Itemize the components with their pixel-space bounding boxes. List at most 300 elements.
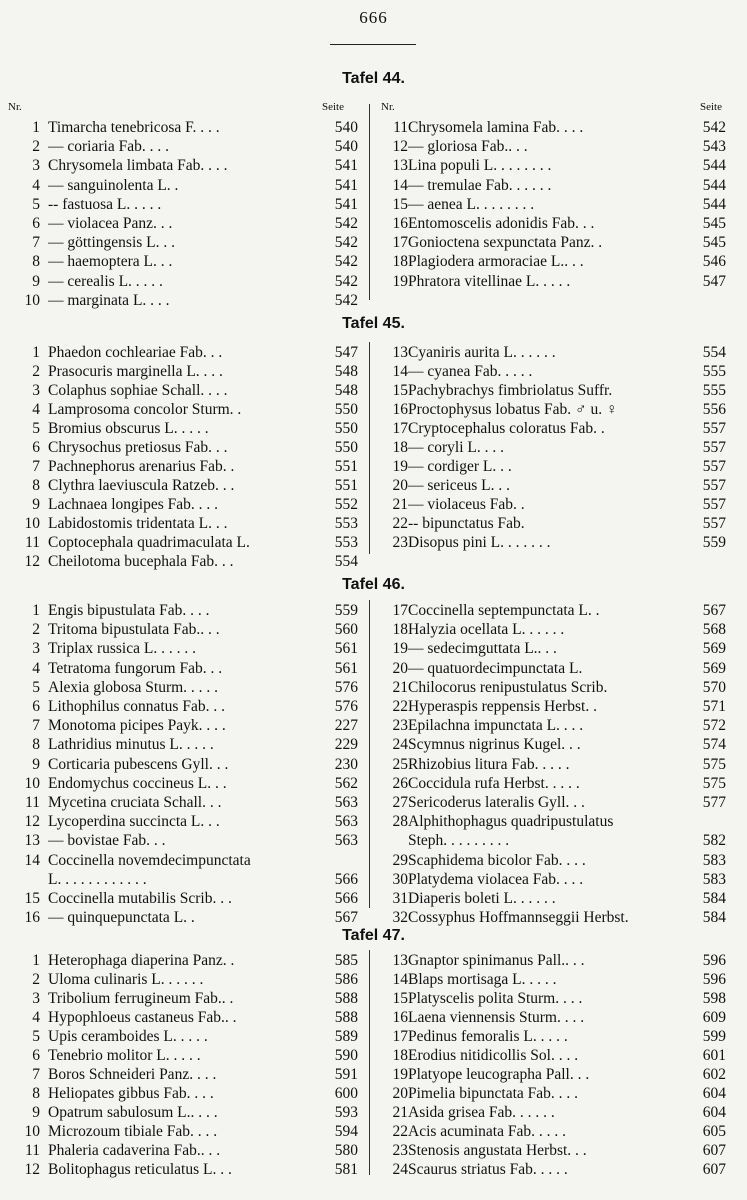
page-reference: 542 — [334, 234, 358, 252]
page-reference: 609 — [702, 1009, 726, 1026]
entry-number: 19 — [392, 458, 408, 475]
page-number: 666 — [359, 8, 388, 27]
species-name: Colaphus sophiae Schall. . . . — [48, 382, 228, 399]
index-entry — [0, 475, 747, 496]
species-name: Heterophaga diaperina Panz. . — [48, 952, 235, 969]
index-entry — [0, 399, 747, 420]
page-reference: 541 — [334, 176, 358, 194]
entry-number: 5 — [32, 195, 40, 213]
entry-number: 5 — [32, 1028, 40, 1045]
species-name: Bolitophagus reticulatus L. . . — [48, 1161, 232, 1178]
species-name: — sanguinolenta L. . — [48, 176, 179, 194]
entry-number: 14 — [24, 851, 40, 869]
entry-number: 13 — [392, 952, 408, 969]
index-entry — [0, 1083, 747, 1104]
page-reference: 582 — [702, 832, 726, 850]
page-reference: 581 — [334, 1161, 358, 1178]
entry-number: 12 — [392, 138, 408, 156]
entry-number: 16 — [24, 909, 40, 927]
index-entry — [0, 380, 747, 401]
index-entry — [0, 1007, 747, 1028]
index-entry — [0, 513, 747, 534]
entry-number: 18 — [392, 621, 408, 639]
entry-number: 16 — [392, 1009, 408, 1026]
entry-number: 11 — [25, 534, 40, 551]
page-reference: 583 — [702, 870, 726, 888]
page-reference: 576 — [334, 678, 358, 696]
page-reference: 607 — [702, 1161, 726, 1178]
species-name: — sericeus L. . . — [408, 477, 511, 494]
entry-number: 14 — [392, 971, 408, 988]
species-name: — sedecimguttata L.. . . — [408, 640, 557, 658]
species-name: Diaperis boleti L. . . . . . — [408, 890, 556, 907]
page-reference: 566 — [334, 870, 358, 888]
species-name: Entomoscelis adonidis Fab. . . — [408, 215, 595, 232]
entry-number: 23 — [392, 717, 408, 735]
entry-number: 17 — [392, 420, 408, 437]
species-name: Pedinus femoralis L. . . . . — [408, 1028, 568, 1045]
page-reference: 566 — [334, 890, 358, 907]
page-reference: 557 — [702, 496, 726, 513]
page-reference: 550 — [334, 439, 358, 456]
entry-number: 12 — [24, 813, 40, 831]
page-reference: 557 — [702, 458, 726, 475]
entry-number: 18 — [392, 1047, 408, 1064]
species-name: Clythra laeviuscula Ratzeb. . . — [48, 477, 235, 494]
species-name: Blaps mortisaga L. . . . . — [408, 971, 557, 988]
index-entry — [0, 619, 747, 640]
species-name: Uloma culinaris L. . . . . . — [48, 971, 204, 988]
entry-number: 4 — [32, 1009, 40, 1026]
entry-number: 7 — [32, 458, 40, 475]
species-name: Tetratoma fungorum Fab. . . — [48, 659, 223, 677]
species-name: Scaphidema bicolor Fab. . . . — [408, 851, 586, 869]
species-name: Asida grisea Fab. . . . . . — [408, 1104, 555, 1121]
entry-number: 9 — [32, 496, 40, 513]
page-reference: 555 — [702, 382, 726, 399]
page-reference: 561 — [334, 659, 358, 677]
page-reference: 563 — [334, 794, 358, 811]
species-name: Monotoma picipes Payk. . . . — [48, 717, 226, 735]
species-name: Pachnephorus arenarius Fab. . — [48, 458, 235, 475]
page-reference: 545 — [702, 215, 726, 232]
index-entry — [0, 1121, 747, 1142]
page-reference: 557 — [702, 515, 726, 532]
page-reference: 590 — [334, 1047, 358, 1064]
species-name: Scymnus nigrinus Kugel. . . — [408, 736, 581, 754]
species-name: Coccidula rufa Herbst. . . . . — [408, 774, 580, 792]
species-name: Platyscelis polita Sturm. . . . — [408, 990, 583, 1007]
entry-number: 10 — [24, 774, 40, 792]
species-name: Boros Schneideri Panz. . . . — [48, 1066, 217, 1083]
page-reference: 585 — [334, 952, 358, 969]
entry-number: 3 — [32, 640, 40, 658]
page-reference: 556 — [702, 401, 726, 418]
page-reference: 542 — [334, 215, 358, 232]
species-name: Pachybrachys fimbriolatus Suffr. — [408, 382, 613, 399]
index-entry — [0, 1026, 747, 1047]
species-name: — coryli L. . . . — [408, 439, 504, 456]
species-name: Coccinella septempunctata L. . — [408, 602, 600, 619]
index-entry — [0, 232, 747, 253]
entry-number: 25 — [392, 755, 408, 773]
species-name: Mycetina cruciata Schall. . . — [48, 794, 222, 811]
index-entry — [0, 1140, 747, 1161]
column-header-seite-left: Seite — [322, 101, 344, 113]
species-name: — göttingensis L. . . — [48, 234, 176, 252]
column-header-nr-right: Nr. — [381, 101, 395, 113]
species-name: Acis acuminata Fab. . . . . — [408, 1123, 566, 1140]
plate-title: Tafel 44. — [342, 70, 405, 87]
species-name: Microzoum tibiale Fab. . . . — [48, 1123, 218, 1140]
page-reference: 568 — [702, 621, 726, 639]
page-reference: 542 — [334, 253, 358, 271]
page-reference: 542 — [702, 119, 726, 136]
index-entry — [0, 1064, 747, 1085]
entry-number: 7 — [32, 1066, 40, 1083]
species-name: Opatrum sabulosum L.. . . . — [48, 1104, 218, 1121]
entry-number: 4 — [32, 401, 40, 418]
plate-title: Tafel 46. — [342, 576, 405, 593]
entry-number: 24 — [392, 736, 408, 754]
page-reference: 550 — [334, 420, 358, 437]
page-reference: 576 — [334, 698, 358, 715]
entry-number: 8 — [32, 477, 40, 494]
entry-number: 14 — [392, 176, 408, 194]
species-name: — tremulae Fab. . . . . . — [408, 176, 552, 194]
index-entry — [0, 494, 747, 515]
species-name: — coriaria Fab. . . . — [48, 138, 169, 156]
entry-number: 3 — [32, 382, 40, 399]
page-reference: 569 — [702, 659, 726, 677]
species-name: — marginata L. . . . — [48, 291, 170, 309]
page-reference: 541 — [334, 157, 358, 175]
entry-number: 2 — [32, 971, 40, 988]
page-reference: 584 — [702, 890, 726, 907]
species-name: Labidostomis tridentata L. . . — [48, 515, 228, 532]
entry-number: 20 — [392, 477, 408, 494]
entry-number: 2 — [32, 138, 40, 156]
entry-number: 13 — [392, 157, 408, 175]
species-name: -- fastuosa L. . . . . — [48, 195, 162, 213]
page-reference: 545 — [702, 234, 726, 252]
entry-number: 3 — [32, 157, 40, 175]
entry-number: 20 — [392, 659, 408, 677]
entry-number: 15 — [392, 990, 408, 1007]
page-reference: 547 — [334, 344, 358, 361]
page-reference: 553 — [334, 534, 358, 551]
species-name: Platyope leucographa Pall. . . — [408, 1066, 590, 1083]
species-name: Tenebrio molitor L. . . . . — [48, 1047, 201, 1064]
index-entry — [0, 811, 747, 832]
species-name: Epilachna impunctata L. . . . — [408, 717, 584, 735]
entry-number: 8 — [32, 253, 40, 271]
species-name: Hyperaspis reppensis Herbst. . — [408, 698, 597, 715]
page-reference: 548 — [334, 363, 358, 380]
entry-number: 13 — [392, 344, 408, 361]
species-name: Chrysomela lamina Fab. . . . — [408, 119, 584, 136]
species-name: Halyzia ocellata L. . . . . . — [408, 621, 565, 639]
entry-number: 15 — [24, 890, 40, 907]
page-reference: 546 — [702, 253, 726, 271]
index-entry — [0, 696, 747, 717]
index-entry — [0, 950, 747, 971]
page-reference: 543 — [702, 138, 726, 156]
species-name: Timarcha tenebricosa F. . . . — [48, 119, 220, 136]
species-name: L. . . . . . . . . . . . — [48, 870, 147, 888]
entry-number: 26 — [392, 774, 408, 792]
entry-number: 7 — [32, 717, 40, 735]
entry-number: 20 — [392, 1085, 408, 1102]
index-entry — [0, 194, 747, 215]
page-reference: 560 — [334, 621, 358, 639]
index-entry — [0, 290, 747, 311]
page-reference: 544 — [702, 176, 726, 194]
entry-number: 15 — [392, 195, 408, 213]
index-entry — [0, 600, 747, 621]
species-name: Pimelia bipunctata Fab. . . . — [408, 1085, 579, 1102]
index-entry — [0, 342, 747, 363]
species-name: Alphithophagus quadripustulatus — [408, 813, 614, 831]
page-reference: 607 — [702, 1142, 726, 1159]
page-reference: 589 — [334, 1028, 358, 1045]
page-reference: 591 — [334, 1066, 358, 1083]
index-entry — [0, 532, 747, 553]
page-reference: 230 — [334, 755, 358, 773]
page-reference: 547 — [702, 272, 726, 290]
page-reference: 575 — [702, 755, 726, 773]
index-entry — [0, 869, 747, 890]
entry-number: 4 — [32, 176, 40, 194]
entry-number: 15 — [392, 382, 408, 399]
entry-number: 5 — [32, 678, 40, 696]
entry-number: 9 — [32, 272, 40, 290]
page-number-rule — [330, 44, 416, 45]
species-name: Erodius nitidicollis Sol. . . . — [408, 1047, 579, 1064]
page-reference: 563 — [334, 832, 358, 850]
species-name: Gnaptor spinimanus Pall.. . . — [408, 952, 585, 969]
species-name: — violacea Panz. . . — [48, 215, 173, 232]
page-reference: 580 — [334, 1142, 358, 1159]
species-name: Laena viennensis Sturm. . . . — [408, 1009, 585, 1026]
species-name: Prasocuris marginella L. . . . — [48, 363, 223, 380]
page-reference: 541 — [334, 195, 358, 213]
entry-number: 11 — [25, 794, 40, 811]
species-name: Scaurus striatus Fab. . . . . — [408, 1161, 568, 1178]
entry-number: 30 — [392, 870, 408, 888]
index-entry — [0, 638, 747, 659]
page-reference: 550 — [334, 401, 358, 418]
page-reference: 575 — [702, 774, 726, 792]
entry-number: 3 — [32, 990, 40, 1007]
entry-number: 18 — [392, 439, 408, 456]
entry-number: 10 — [24, 291, 40, 309]
species-name: Coccinella novemdecimpunctata — [48, 851, 251, 869]
entry-number: 17 — [392, 234, 408, 252]
entry-number: 17 — [392, 1028, 408, 1045]
entry-number: 1 — [32, 119, 40, 136]
page-reference: 544 — [702, 157, 726, 175]
page-reference: 540 — [334, 119, 358, 136]
entry-number: 23 — [392, 1142, 408, 1159]
column-header-seite-right: Seite — [700, 101, 722, 113]
page-reference: 567 — [334, 909, 358, 927]
entry-number: 11 — [393, 119, 408, 136]
species-name: Sericoderus lateralis Gyll. . . — [408, 794, 585, 811]
page-reference: 542 — [334, 272, 358, 290]
index-entry — [0, 850, 747, 871]
index-entry — [0, 136, 747, 157]
page-reference: 551 — [334, 477, 358, 494]
entry-number: 12 — [24, 553, 40, 570]
index-entry — [0, 677, 747, 698]
entry-number: 29 — [392, 851, 408, 869]
species-name: Disopus pini L. . . . . . . — [408, 534, 551, 551]
entry-number: 21 — [392, 678, 408, 696]
index-entry — [0, 734, 747, 755]
species-name: Phratora vitellinae L. . . . . — [408, 272, 571, 290]
species-name: Chrysochus pretiosus Fab. . . — [48, 439, 228, 456]
page-reference: 561 — [334, 640, 358, 658]
species-name: Coptocephala quadrimaculata L. — [48, 534, 250, 551]
entry-number: 4 — [32, 659, 40, 677]
entry-number: 21 — [392, 496, 408, 513]
index-entry — [0, 271, 747, 292]
entry-number: 6 — [32, 215, 40, 232]
species-name: Lamprosoma concolor Sturm. . — [48, 401, 242, 418]
species-name: Lachnaea longipes Fab. . . . — [48, 496, 219, 513]
page-reference: 604 — [702, 1104, 726, 1121]
entry-number: 1 — [32, 344, 40, 361]
page-reference: 557 — [702, 420, 726, 437]
species-name: Tribolium ferrugineum Fab.. . — [48, 990, 234, 1007]
entry-number: 1 — [32, 952, 40, 969]
entry-number: 19 — [392, 640, 408, 658]
entry-number: 1 — [32, 602, 40, 619]
entry-number: 14 — [392, 363, 408, 380]
species-name: — quinquepunctata L. . — [48, 909, 195, 927]
page-reference: 544 — [702, 195, 726, 213]
page-reference: 548 — [334, 382, 358, 399]
entry-number: 6 — [32, 698, 40, 715]
page-reference: 602 — [702, 1066, 726, 1083]
index-entry — [0, 988, 747, 1009]
entry-number: 9 — [32, 1104, 40, 1121]
page-reference: 596 — [702, 952, 726, 969]
index-entry — [0, 830, 747, 851]
page-reference: 559 — [334, 602, 358, 619]
species-name: Proctophysus lobatus Fab. ♂ u. ♀ — [408, 401, 618, 418]
page-reference: 540 — [334, 138, 358, 156]
entry-number: 16 — [392, 401, 408, 418]
entry-number: 10 — [24, 1123, 40, 1140]
index-entry — [0, 1045, 747, 1066]
index-entry — [0, 907, 747, 928]
species-name: Bromius obscurus L. . . . . — [48, 420, 209, 437]
entry-number: 23 — [392, 534, 408, 551]
page-reference: 554 — [702, 344, 726, 361]
page-reference: 567 — [702, 602, 726, 619]
page-reference: 601 — [702, 1047, 726, 1064]
page-reference: 229 — [334, 736, 358, 754]
page-reference: 577 — [702, 794, 726, 811]
entry-number: 22 — [392, 515, 408, 532]
page-reference: 570 — [702, 678, 726, 696]
page-reference: 542 — [334, 291, 358, 309]
page-reference: 574 — [702, 736, 726, 754]
page-reference: 569 — [702, 640, 726, 658]
species-name: — quatuordecimpunctata L. — [408, 659, 583, 677]
species-name: — aenea L. . . . . . . . — [408, 195, 535, 213]
page-reference: 586 — [334, 971, 358, 988]
entry-number: 18 — [392, 253, 408, 271]
page-reference: 593 — [334, 1104, 358, 1121]
page-reference: 562 — [334, 774, 358, 792]
page-reference: 555 — [702, 363, 726, 380]
plate-title: Tafel 47. — [342, 927, 405, 944]
page-reference: 557 — [702, 477, 726, 494]
index-entry — [0, 715, 747, 736]
entry-number: 21 — [392, 1104, 408, 1121]
page-reference: 598 — [702, 990, 726, 1007]
page-reference: 605 — [702, 1123, 726, 1140]
species-name: Triplax russica L. . . . . . — [48, 640, 196, 658]
entry-number: 8 — [32, 736, 40, 754]
page-reference: 557 — [702, 439, 726, 456]
entry-number: 6 — [32, 1047, 40, 1064]
entry-number: 32 — [392, 909, 408, 927]
entry-number: 16 — [392, 215, 408, 232]
page-reference: 559 — [702, 534, 726, 551]
species-name: Lycoperdina succincta L. . . — [48, 813, 220, 831]
entry-number: 11 — [25, 1142, 40, 1159]
index-entry — [0, 117, 747, 138]
species-name: — violaceus Fab. . — [408, 496, 525, 513]
page-reference: 553 — [334, 515, 358, 532]
entry-number: 5 — [32, 420, 40, 437]
index-entry — [0, 1159, 747, 1180]
species-name: Chrysomela limbata Fab. . . . — [48, 157, 228, 175]
species-name: Corticaria pubescens Gyll. . . — [48, 755, 229, 773]
entry-number: 24 — [392, 1161, 408, 1178]
index-entry — [0, 155, 747, 176]
entry-number: 9 — [32, 755, 40, 773]
entry-number: 31 — [392, 890, 408, 907]
entry-number: 19 — [392, 272, 408, 290]
page-reference: 604 — [702, 1085, 726, 1102]
plate-title: Tafel 45. — [342, 315, 405, 332]
species-name: Chilocorus renipustulatus Scrib. — [408, 678, 608, 696]
species-name: Endomychus coccineus L. . . — [48, 774, 227, 792]
index-entry — [0, 456, 747, 477]
index-entry — [0, 437, 747, 458]
entry-number: 27 — [392, 794, 408, 811]
index-entry — [0, 773, 747, 794]
page-reference: 596 — [702, 971, 726, 988]
species-name: Platydema violacea Fab. . . . — [408, 870, 584, 888]
page-reference: 227 — [334, 717, 358, 735]
index-entry — [0, 418, 747, 439]
species-name: — cordiger L. . . — [408, 458, 512, 475]
species-name: Coccinella mutabilis Scrib. . . — [48, 890, 232, 907]
page-reference: 584 — [702, 909, 726, 927]
species-name: Phaleria cadaverina Fab.. . . — [48, 1142, 221, 1159]
page-reference: 571 — [702, 698, 726, 715]
page-reference: 594 — [334, 1123, 358, 1140]
page-reference: 552 — [334, 496, 358, 513]
page-reference: 551 — [334, 458, 358, 475]
species-name: -- bipunctatus Fab. — [408, 515, 525, 532]
